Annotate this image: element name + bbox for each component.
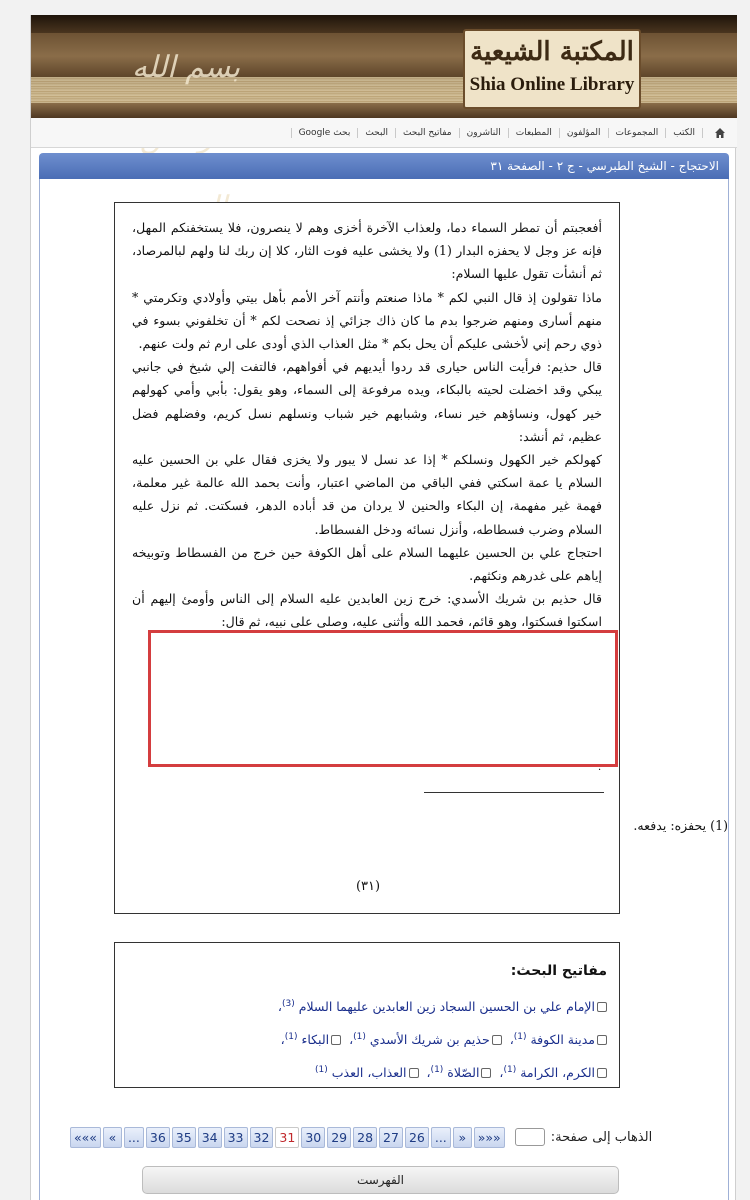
keyword-label: مدينة الكوفة	[530, 1032, 595, 1048]
page-first-button[interactable]: «««	[474, 1127, 505, 1148]
separator: ،	[277, 999, 282, 1015]
page-button-32[interactable]: 32	[250, 1127, 274, 1148]
main-nav	[31, 118, 737, 148]
index-button[interactable]: الفهرست	[142, 1166, 619, 1194]
page-title-bar: الاحتجاج - الشيخ الطبرسي - ج ٢ - الصفحة ٣١	[39, 153, 729, 179]
nav-collections[interactable]: المجموعات	[608, 128, 666, 138]
keyword-label: الكرم، الكرامة	[520, 1065, 595, 1081]
book-page	[114, 202, 620, 914]
checkbox-icon[interactable]	[597, 1002, 607, 1012]
paragraph: أفعجبتم أن تمطر السماء دما، ولعذاب الآخرة أخزى وهم لا ينصرون، فلا يستخفنكم المهل، فإنه عز وجل لا يحفزه البدار (1) ولا يخشى عليه فوت الثار، كلا إن ربك لنا ولهم لبالمرصاد، ثم أنشأت تقول عليها السلام:	[132, 220, 602, 282]
checkbox-icon[interactable]	[331, 1035, 341, 1045]
separator: ،	[349, 1032, 354, 1048]
home-icon[interactable]	[711, 125, 729, 141]
keyword-count: (1)	[284, 1032, 298, 1043]
basmala-calligraphy: بسم الله	[131, 50, 241, 85]
book-text	[132, 216, 602, 634]
page-button-36[interactable]: 36	[146, 1127, 170, 1148]
keyword-count: (3)	[281, 999, 295, 1009]
search-keys-title: مفاتيح البحث:	[510, 963, 607, 979]
keyword-label: العذاب، العذب	[331, 1065, 407, 1081]
paragraph: احتجاج علي بن الحسين عليهما السلام على أهل الكوفة حين خرج من الفسطاط وتوبيخه إياهم على غدرهم ونكثهم.	[132, 544, 602, 584]
checkbox-icon[interactable]	[492, 1035, 502, 1045]
highlight-box	[148, 630, 618, 767]
paragraph: كهولكم خير الكهول ونسلكم * إذا عد نسل لا يبور ولا يخزى فقال علي بن الحسين عليه السلام يا عمة اسكتي ففي الباقي من الماضي اعتبار، وأنت بحمد الله عالمة غير معلمة، فهمة غير مفهمة، إن البكاء والحنين لا يردان من قد أباده الدهر، فسكتت. ثم نزل عليه السلام وضرب فسطاطه، وأنزل نسائه ودخل الفسطاط.	[132, 452, 602, 537]
keyword-line	[274, 989, 607, 1022]
checkbox-icon[interactable]	[481, 1068, 491, 1078]
keyword-line	[274, 1055, 607, 1088]
nav-search-keys[interactable]: مفاتيح البحث	[395, 128, 459, 138]
keyword-item[interactable]	[503, 1065, 607, 1080]
nav-publishers[interactable]: الناشرون	[459, 128, 508, 138]
nav-books[interactable]: الكتب	[665, 128, 703, 138]
page-button-34[interactable]: 34	[198, 1127, 222, 1148]
keyword-line	[274, 1022, 607, 1055]
keyword-label: الإمام علي بن الحسين السجاد زين العابدين عليهما السلام	[298, 999, 595, 1015]
keyword-count: (1)	[353, 1032, 366, 1043]
nav-search[interactable]: البحث	[357, 128, 395, 138]
footnote-rule	[424, 792, 604, 793]
keyword-item[interactable]	[353, 1032, 502, 1047]
nav-google-search[interactable]: بحث Google	[291, 128, 358, 138]
keyword-label: حذيم بن شريك الأسدي	[369, 1032, 490, 1048]
page-button-28[interactable]: 28	[353, 1127, 377, 1148]
checkbox-icon[interactable]	[597, 1035, 607, 1045]
separator: ،	[280, 1032, 285, 1048]
checkbox-icon[interactable]	[597, 1068, 607, 1078]
search-keys-box	[114, 942, 620, 1088]
logo-english: Shia Online Library	[469, 74, 635, 95]
footnote: (1) يحفزه: يدفعه.	[633, 818, 728, 833]
keyword-count: (1)	[513, 1032, 527, 1043]
keyword-item[interactable]	[315, 1065, 419, 1080]
site-banner	[31, 15, 737, 118]
keyword-count: (1)	[430, 1065, 444, 1076]
goto-page-input[interactable]	[515, 1128, 545, 1146]
keyword-count: (1)	[315, 1065, 328, 1076]
logo-arabic: المكتبة الشيعية	[470, 37, 634, 67]
book-page-number: (٣١)	[355, 879, 381, 894]
page-button-33[interactable]: 33	[224, 1127, 248, 1148]
keyword-label: الصّلاة	[447, 1065, 480, 1081]
paragraph: ماذا تقولون إذ قال النبي لكم * ماذا صنعتم وأنتم آخر الأمم بأهل بيتي وأولادي وتكرمتي * منهم أسارى ومنهم ضرجوا بدم ما كان ذاك جزائي إذ نصحت لكم * أن تخلفوني بسوء في ذوي رحم إني لأخشى عليكم أن يحل بكم * مثل العذاب الذي أودى على ارم ثم ولت عنهم.	[132, 289, 602, 352]
page-button-26[interactable]: 26	[405, 1127, 429, 1148]
page-button-30[interactable]: 30	[301, 1127, 325, 1148]
keyword-item[interactable]	[514, 1032, 607, 1047]
nav-authors[interactable]: المؤلفون	[559, 128, 608, 138]
keyword-count: (1)	[503, 1065, 517, 1076]
keyword-label: البكاء	[301, 1032, 330, 1048]
keyword-item[interactable]	[282, 999, 607, 1014]
search-keys-list	[274, 989, 607, 1088]
separator: ،	[509, 1032, 514, 1048]
page-button-29[interactable]: 29	[327, 1127, 351, 1148]
page-button-current[interactable]: 31	[275, 1127, 299, 1148]
page-ellipsis[interactable]: ...	[431, 1127, 451, 1148]
page-ellipsis[interactable]: ...	[124, 1127, 144, 1148]
page-button-35[interactable]: 35	[172, 1127, 196, 1148]
checkbox-icon[interactable]	[409, 1068, 419, 1078]
page-next-button[interactable]: »	[103, 1127, 122, 1148]
paragraph: قال حذيم: فرأيت الناس حيارى قد ردوا أيديهم في أفواههم، فالتفت إلي شيخ في جانبي يبكي وقد اخضلت لحيته بالبكاء، ويده مرفوعة إلى السماء، وهو يقول: بأبي وأمي كهولهم خير كهول، ونساؤهم خير نساء، وشبابهم خير شباب ونسلهم نسل كريم، وفضلهم فضل عظيم، ثم أنشد:	[132, 359, 602, 444]
keyword-item[interactable]	[285, 1032, 341, 1047]
page-last-button[interactable]: »»»	[70, 1127, 101, 1148]
nav-printers[interactable]: المطبعات	[508, 128, 559, 138]
keyword-item[interactable]	[431, 1065, 492, 1080]
pagination	[68, 1125, 652, 1149]
separator: ،	[499, 1065, 504, 1081]
site-logo[interactable]	[463, 29, 641, 109]
separator: ،	[426, 1065, 431, 1081]
page-button-27[interactable]: 27	[379, 1127, 403, 1148]
stray-dot: .	[598, 762, 602, 773]
page-prev-button[interactable]: «	[453, 1127, 472, 1148]
goto-page-label: الذهاب إلى صفحة:	[550, 1129, 653, 1145]
paragraph: قال حذيم بن شريك الأسدي: خرج زين العابدين عليه السلام إلى الناس وأومئ إليهم أن اسكتوا فسكتوا، وهو قائم، فحمد الله وأثنى عليه، وصلى على نبيه، ثم قال:	[132, 591, 602, 630]
